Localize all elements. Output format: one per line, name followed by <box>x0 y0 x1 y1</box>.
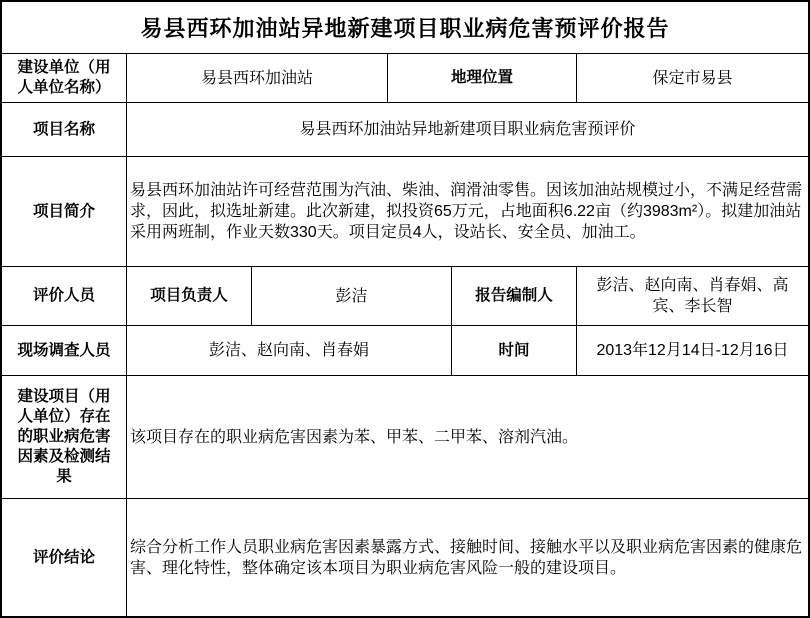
conclusion-label: 评价结论 <box>2 499 127 616</box>
evaluators-label: 评价人员 <box>2 267 127 325</box>
location-label: 地理位置 <box>388 54 577 102</box>
project-leader-label: 项目负责人 <box>127 267 252 325</box>
site-investigators-label: 现场调查人员 <box>2 326 127 375</box>
hazard-factors-value: 该项目存在的职业病危害因素为苯、甲苯、二甲苯、溶剂汽油。 <box>130 428 579 446</box>
row-project-summary <box>2 157 808 267</box>
report-title: 易县西环加油站异地新建项目职业病危害预评价报告 <box>2 2 808 54</box>
row-site-investigators <box>2 326 808 376</box>
conclusion-value: 综合分析工作人员职业病危害因素暴露方式、接触时间、接触水平以及职业病危害因素的健康危害、理化特性，整体确定该本项目为职业病危害风险一般的建设项目。 <box>130 538 803 577</box>
project-name-label: 项目名称 <box>2 103 127 156</box>
report-writers-value: 彭洁、赵向南、肖春娟、高宾、李长智 <box>596 277 789 315</box>
row-project-name <box>2 103 808 157</box>
project-summary-label: 项目简介 <box>2 157 127 266</box>
hazard-factors-label: 建设项目（用人单位）存在的职业病危害因素及检测结果 <box>2 376 127 498</box>
location-value: 保定市易县 <box>652 69 733 87</box>
site-investigators-value: 彭洁、赵向南、肖春娟 <box>127 326 452 375</box>
project-name-value: 易县西环加油站异地新建项目职业病危害预评价 <box>299 121 636 138</box>
construction-unit-label: 建设单位（用人单位名称） <box>2 54 127 102</box>
row-construction-unit <box>2 54 808 103</box>
row-evaluators <box>2 267 808 326</box>
row-hazard-factors <box>2 376 808 499</box>
time-label: 时间 <box>452 326 577 375</box>
report-writers-label: 报告编制人 <box>452 267 577 325</box>
project-summary-value: 易县西环加油站许可经营范围为汽油、柴油、润滑油零售。因该加油站规模过小，不满足经营需求，因此，拟选址新建。此次新建，拟投资65万元，占地面积6.22亩（约3983m²）。拟建加油站采用两班制，作业天数330天。项目定员4人，设站长、安全员、加油工。 <box>130 182 803 241</box>
project-leader-value: 彭洁 <box>252 267 452 325</box>
row-conclusion <box>2 499 808 616</box>
time-value: 2013年12月14日-12月16日 <box>596 342 789 359</box>
construction-unit-value: 易县西环加油站 <box>127 54 388 102</box>
